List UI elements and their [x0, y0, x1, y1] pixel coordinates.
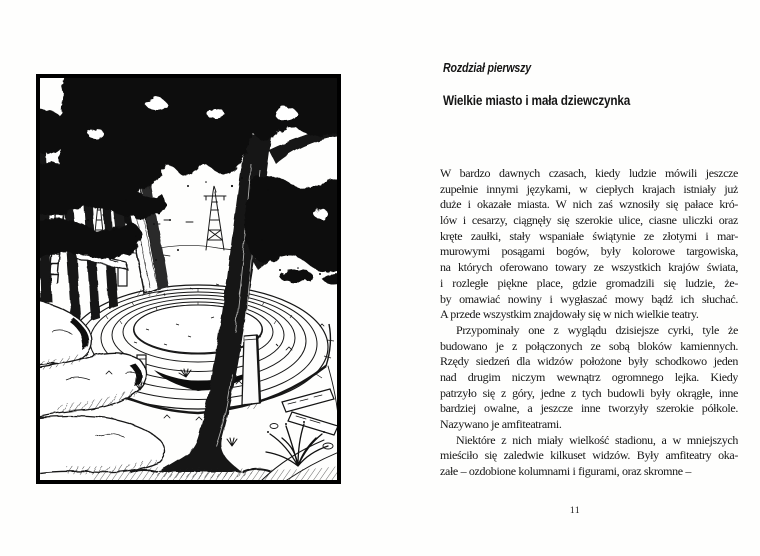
body-text-line: lów i cesarzy, ciągnęły się szerokie ulice, ciasne uliczki oraz — [440, 213, 738, 228]
body-text-line: Rzędy siedzeń dla widzów położone były schodkowo jeden — [440, 354, 738, 369]
body-text-line: W bardzo dawnych czasach, kiedy ludzie mówili jeszcze — [440, 166, 738, 180]
chapter-label: Rozdział pierwszy — [443, 61, 532, 75]
body-text-line: mieściło się zaledwie kilkuset widzów. Były amfiteatry oka- — [440, 448, 738, 463]
chapter-illustration — [36, 74, 341, 484]
right-page — [380, 0, 760, 556]
body-text-line: murowymi posągami bogów, były kolorowe targowiska, — [440, 244, 738, 259]
body-text-line: patrzyło się z góry, jedne z tych budowli były okrągłe, inne — [440, 385, 738, 400]
amphitheatre-pines-drawing — [36, 74, 341, 484]
body-text-line: Niektóre z nich miały wielkość stadionu, a w mniejszych — [456, 432, 738, 447]
body-text-line: by omawiać nowiny i wygłaszać mowy bądź ich słuchać. — [440, 291, 738, 306]
body-text-line: budowano je z połączonych ze sobą bloków kamiennych. — [440, 338, 738, 353]
pine-canopy — [36, 74, 341, 284]
chapter-title: Wielkie miasto i mała dziewczynka — [443, 92, 631, 108]
body-text-line: na których oferowano towary ze wszystkich krajów świata, — [440, 260, 738, 275]
body-text-line: załe – ozdobione kolumnami i figurami, oraz skromne – — [440, 464, 692, 479]
chapter-body — [440, 166, 738, 480]
body-text-line: Nazywano je amfiteatrami. — [440, 417, 562, 431]
body-text-line: zupełnie innymi językami, w ciepłych krajach istniały już — [440, 181, 738, 196]
body-text-line: bardziej owalne, a jeszcze inne tworzyły szerokie półkole. — [440, 401, 738, 416]
body-text-line: A przede wszystkim znajdowały się w nich wielkie teatry. — [440, 307, 699, 322]
body-text-line: i rozległe piękne place, gdzie gromadzili się ludzie, że- — [440, 275, 738, 290]
body-text-line: nad drugim niczym wewnątrz ogromnego lejka. Kiedy — [440, 369, 738, 384]
body-text-line: Przypominały one z wyglądu dzisiejsze cyrki, tyle że — [456, 322, 738, 337]
page-number: 11 — [569, 506, 581, 516]
body-text-line: duże i okazałe miasta. W nich zaś wznosiły się pałace kró- — [440, 197, 738, 212]
body-text-line: kręte zaułki, stały wspaniałe świątynie ze złotymi i mar- — [440, 228, 738, 243]
